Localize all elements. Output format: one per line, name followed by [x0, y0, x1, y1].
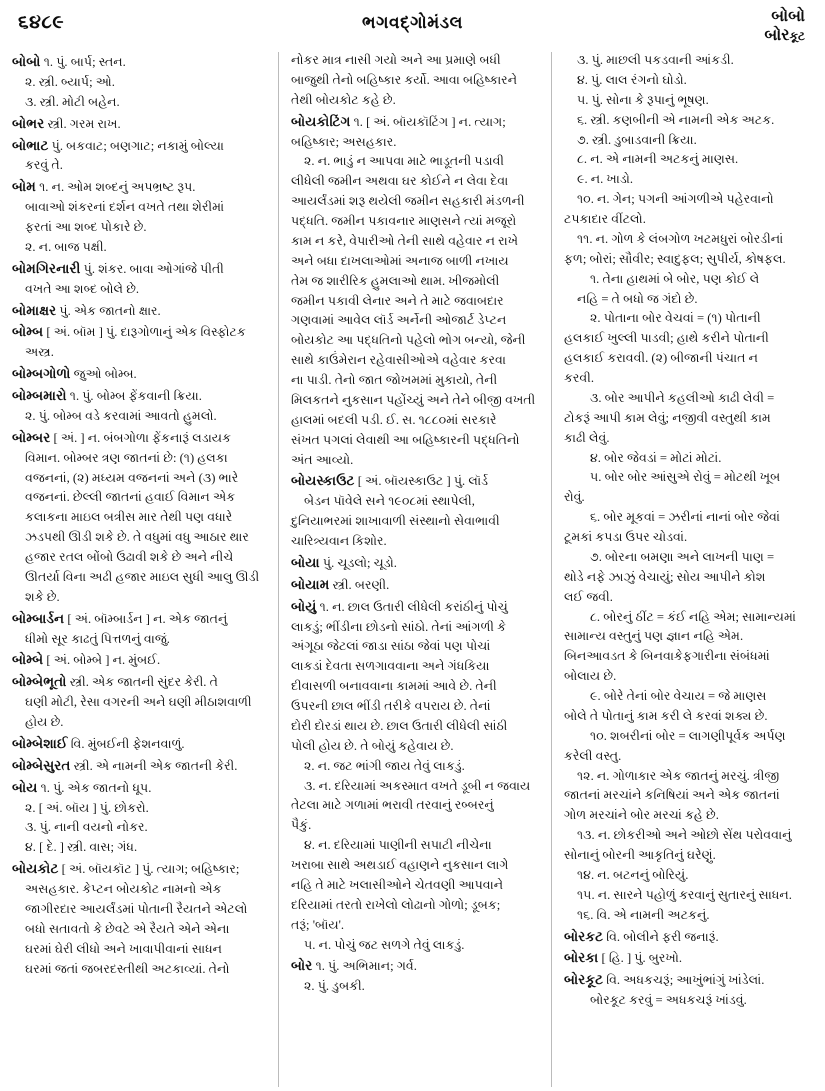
entry-headword: બોરકૂટ [564, 972, 604, 988]
entry-definition: [ અં. બૉમ ] પું. દારૂગોળાનું એક વિસ્ફોટક [43, 325, 246, 340]
entry-line: બેડન પૉવેલે સને ૧૯૦૮માં સ્થાપેલી, [304, 494, 475, 509]
entry-line: ૨. ન. જટ ભાંગી જાય તેવું લાકડું. [304, 758, 465, 773]
entry-definition: [ અં. ] ન. બંબગોળા ફેંકનારૂં લડાયક [50, 430, 231, 445]
entry-line: આયર્લંડમાં શરૂ થયેલી જમીન સહકારી મંડળની [291, 194, 525, 209]
running-head-last-word-main: બોર [764, 26, 790, 44]
entry-line: ૩. બોર આપીને કહલીઓ કાઢી લેવી = [590, 390, 775, 405]
entry-line: શકે છે. [25, 589, 60, 604]
entry-line: ઘરમાં ઘેરી લીધો અને ખાવાપીવાનાં સાધન [25, 941, 223, 956]
entry-line: તેથી બોયકોટ કહે છે. [291, 92, 396, 107]
entry-definition: વિ. મુંબઈની ફેશનવાળું. [67, 736, 185, 751]
entry-line: નહિ તે માટે ખલાસીઓને ચેતવણી આપવાને [291, 877, 504, 892]
entry-headword: બોય [12, 779, 38, 795]
entry-definition: વિ. અધકચરૂં; આખુંભાંગું ખાંડેલાં. [603, 973, 765, 988]
entry-headword: બોયકોટિંગ [291, 113, 351, 129]
entry-line: અસ્ત્ર. [25, 345, 54, 360]
entry-line: ૩. પું. નાની વયનો નોકર. [25, 820, 148, 835]
dictionary-entry [12, 859, 268, 879]
entry-line: દીવાસળી બનાવવાના કામમાં આવે છે. તેની [291, 679, 497, 694]
dictionary-entry [12, 650, 268, 670]
entry-definition: જુઓ બોમ્બ. [70, 367, 137, 382]
entry-line: જાગીરદાર આયર્લંડમાં પોતાની રૈયતને એટલો [25, 901, 248, 916]
dictionary-entry [291, 575, 541, 595]
entry-line: પૈકું. [291, 818, 312, 833]
entry-definition: સ્ત્રી. ગરમ રાખ. [44, 116, 121, 131]
entry-definition: ૧. ન. ઓમ શબ્દનું અપભ્રષ્ટ રૂપ. [35, 180, 196, 195]
dictionary-entry [564, 948, 815, 968]
entry-definition: [ અં. બૉયકૉટ ] પું. ત્યાગ; બહિષ્કાર; [58, 862, 240, 877]
entry-definition: પું. શંકર. બાવા ઓગાંજે પીતી [80, 261, 224, 276]
entry-line: પોલી હોય છે. તે બોયું કહેવાય છે. [291, 738, 454, 753]
entry-headword: બોયા [291, 554, 320, 570]
entry-line: થોડે નફે ઝાઝું વેચાયું; સોય આપીને કોશ [564, 569, 766, 584]
folio-number: ૬૪૮૯ [18, 12, 65, 33]
entry-line: હાલમાં બદલી પડી. ઈ. સ. ૧૮૮૦માં સરકારે [291, 412, 497, 427]
entry-headword: બોમ્બેસુરત [12, 757, 71, 773]
entry-line: ૫. પું. સોના કે રૂપાનું ભૂષણ. [577, 92, 709, 107]
entry-line: ૨. પું. ડુબકી. [304, 979, 365, 994]
entry-line: ૧૪. ન. બટનનું બોરિયું. [577, 867, 689, 882]
entry-line: ૨. પોતાના બોર વેચવાં = (૧) પોતાની [590, 311, 761, 326]
entry-line: ૨. ન. બાજ પક્ષી. [25, 239, 107, 254]
entry-headword: બોમ્બે [12, 652, 44, 668]
entry-headword: બોરકટ [564, 928, 604, 944]
entry-line: ૪. ન. દરિયામાં પાણીની સપાટી નીચેના [304, 838, 492, 853]
entry-line: ગોળ મરચાંને બોર મરચાં કહે છે. [564, 808, 719, 823]
entry-headword: બોરકા [564, 950, 599, 966]
entry-definition: [ અં. બૉમ્બાર્ડન ] ન. એક જાતનું [64, 611, 228, 626]
entry-line: ૫. ન. પોચું જટ સળગે તેવું લાકડું. [304, 937, 465, 952]
entry-line: કામ ન કરે, વેપારીઓ તેની સાથે વહેવાર ન રાખે [291, 233, 519, 248]
entry-line: બહિષ્કાર; અસહકાર. [291, 134, 397, 149]
entry-line: હજાર રતલ બોંબો ઉઢાવી શકે છે અને નીચે [25, 550, 234, 564]
entry-line: મિલકતને નુકસાન પહોંચ્યું અને તેને બીજી વખતી [291, 392, 536, 407]
entry-line: ધીમો સૂર કાઢતું પિત્તળનું વાજું. [25, 631, 170, 646]
entry-line: ૩. સ્ત્રી. મોટી બહેન. [25, 94, 120, 109]
entry-line: બાવાઓ શંકરનાં દર્શન વખતે તથા શેરીમાં [25, 200, 225, 215]
entry-line: તેટલા માટે ગળામાં ભરાવી તરવાનું રબ્બરનું [291, 798, 494, 813]
page-header [0, 0, 825, 52]
entry-line: ટપકાદાર વીંટલો. [564, 212, 646, 226]
column-right [552, 52, 825, 1087]
entry-headword: બોયસ્કાઉટ [291, 473, 355, 489]
running-head-last-word-suffix: કૂટ [789, 28, 805, 43]
entry-definition: ૧. પું. બોમ્બ ફેંકવાની ક્રિયા. [66, 389, 202, 403]
entry-line: અસહકાર. કેપ્ટન બોયકોટ નામનો એક [25, 882, 222, 896]
entry-line: બિનઆવડત કે બિનવાકેફગારીના સંબંધમાં [564, 649, 770, 664]
entry-headword: બોયામ [291, 576, 330, 592]
entry-line: વજનનાં, (૨) મધ્યમ વજનનાં અને (૩) ભારે [25, 470, 239, 485]
entry-line: લીધેલી જમીન અથવા ઘર કોઈને ન લેવા દેવા [291, 174, 509, 189]
entry-line: કરેલી વસ્તુ. [564, 748, 622, 763]
dictionary-entry [12, 386, 268, 406]
entry-line: ૮. ન. એ નામની અટકનું માણસ. [577, 152, 739, 167]
entry-line: વખતે આ શબ્દ બોલે છે. [25, 281, 140, 296]
entry-line: ઉપરની છાલ ભીંડી તરીકે વપરાય છે. તેનાં [291, 699, 491, 713]
entry-line: દુનિયાભરમાં શાખાવાળી સંસ્થાનો સેવાભાવી [291, 514, 500, 529]
entry-definition: સ્ત્રી. એ નામની એક જાતની કેરી. [70, 758, 238, 773]
entry-line: બોયકોટ આ પદ્ધતિનો પહેલો ભોગ બન્યો, જેની [291, 333, 526, 348]
entry-line: ૧૬. વિ. એ નામની અટકનું. [577, 907, 710, 922]
entry-line: વજનનાં. છેલ્લી જાતનાં હવાઈ વિમાન એક [25, 490, 236, 505]
entry-line: ૨. ન. ભાડું ન આપવા માટે ભાડૂતની પડાવી [304, 154, 505, 169]
entry-definition: સ્ત્રી. બરણી. [329, 577, 390, 592]
entry-line: ૨. સ્ત્રી. બ્યાર્પ; ઓ. [25, 74, 115, 89]
entry-line: તરૂં; 'બૉય'. [291, 917, 345, 932]
dictionary-entry [12, 734, 268, 754]
entry-line: ૨. પું. બોમ્બ વડે કરવામાં આવતો હુમલો. [25, 408, 217, 423]
entry-line: ૧. તેના હાથમાં બે બોર, પણ કોઈ લે [590, 271, 760, 286]
entry-line: ૭. સ્ત્રી. ડુબાડવાની ક્રિયા. [577, 132, 697, 147]
dictionary-entry [12, 177, 268, 197]
entry-headword: બોમ્બગોળો [12, 366, 71, 382]
entry-line: ૭. બોરના બમણા અને લાખની પાણ = [590, 549, 775, 564]
entry-line: ૯. ન. ખાડો. [577, 172, 634, 187]
entry-line: ૬. બોર મૂકવાં = ઝરીનાં નાનાં બોર જેવાં [590, 510, 780, 525]
entry-headword: બોબો [12, 54, 41, 69]
entry-line: ના પાડી. તેનો જાત જોખમમાં મુકાયો, તેની [291, 373, 498, 387]
dictionary-entry [12, 364, 268, 384]
dictionary-entry [12, 322, 268, 342]
entry-line: લાકડાં દેવતા સળગાવવાના અને ગંધકિયા [291, 659, 490, 674]
entry-line: બોલે તે પોતાનું કામ કરી લે કરવાં શક્ય છે. [564, 708, 768, 723]
dictionary-entry [564, 927, 815, 947]
entry-headword: બોમાક્ષર [12, 302, 57, 318]
entry-line: ફળ; બોરાં; સૌવીર; સ્વાદુફલ; સુપીર્ય, કોષફલ. [564, 251, 786, 266]
entry-definition: [ અં. બોમ્બે ] ન. મુંબઈ. [43, 653, 161, 668]
entry-headword: બોર [291, 958, 313, 974]
entry-definition: સ્ત્રી. એક જાતની સુંદર કેરી. તે [66, 675, 218, 690]
dictionary-entry [12, 756, 268, 776]
entry-headword: બોમ્બ [12, 324, 44, 340]
entry-line: કાઢી લેવું. [564, 430, 610, 445]
entry-line: કરવી. [564, 371, 594, 385]
entry-line: દરિયામાં તરતો રાખેલો લોઢાનો ગોળો; ડૂબક; [291, 897, 501, 912]
entry-definition: [ હિ. ] પું. બુરખો. [598, 951, 683, 966]
dictionary-entry [12, 609, 268, 629]
entry-headword: બોમ્બાર્ડન [12, 610, 65, 626]
entry-line: ૬. સ્ત્રી. કણબીની એ નામની એક અટક. [577, 112, 775, 127]
entry-line: દોરી દોરડાં થાય છે. છાલ ઉતારી લીધેલી સાંઠી [291, 718, 508, 733]
entry-line: તેમ જ શારીરિક હુમલાઓ થામ. ખીજમોલી [291, 273, 500, 288]
entry-definition: ૧. પું. બાર્પ; સ્તન. [40, 55, 126, 69]
entry-line: ઝડપથી ઊડી શકે છે. તે વધુમાં વધુ આઠાર થાર [25, 530, 249, 545]
dictionary-entry [12, 114, 268, 134]
entry-definition: ૧. ન. છાલ ઉતારી લીધેલી કરાંઠીનું પોચું [316, 599, 508, 614]
entry-line: સોનાનું બોરની આકૃતિનું ઘરેણું. [564, 848, 716, 862]
entry-line: ૩. ન. દરિયામાં અકસ્માત વખતે ડૂબી ન જવાય [304, 778, 531, 793]
dictionary-entry [12, 136, 268, 156]
entry-definition: ૧. પું. એક જાતનો ધૂપ. [37, 780, 152, 795]
running-head-last-word [764, 27, 805, 46]
dictionary-entry [291, 597, 541, 617]
entry-definition: [ અં. બૉયસ્કાઉટ ] પું. લૉર્ડ [354, 474, 489, 489]
entry-line: ૯. બોરે તેનાં બોર વેચાય = જે માણસ [590, 689, 767, 703]
entry-headword: બોભર [12, 115, 45, 131]
entry-line: હલકાઈ કરાવવી. (૨) બીજાની પંચાત ન [564, 351, 758, 366]
running-head [764, 8, 805, 46]
entry-line: બોરકૂટ કરવું = અધકચરૂં ખાંડવું. [590, 993, 747, 1008]
entry-definition: ૧. પું. અભિમાન; ગર્વ. [312, 959, 417, 974]
entry-definition: વિ. બોલીને ફરી જનારૂં. [603, 929, 719, 944]
dictionary-entry [12, 301, 268, 321]
entry-line: બોલાય છે. [564, 669, 617, 684]
entry-headword: બોમ્બર [12, 429, 51, 445]
entry-line: ટોકરૂં આપી કામ લેવું; નજીવી વસ્તુથી કામ [564, 410, 771, 425]
entry-line: અંત આવ્યો. [291, 452, 354, 467]
dictionary-entry [564, 970, 815, 990]
dictionary-entry [291, 471, 541, 491]
column-middle [278, 52, 552, 1087]
dictionary-entry [12, 259, 268, 279]
entry-headword: બોભાટ [12, 137, 49, 153]
entry-line: વિમાન. બોમ્બર ત્રણ જાતનાં છે: (૧) હલકા [25, 450, 228, 465]
entry-headword: બોમ્બમારો [12, 388, 67, 403]
entry-line: બધો સતાવતો કે છેવટે એ રૈયતે એને એના [25, 921, 230, 936]
entry-line: અંગૂઠા જેટલાં જાડા સાંઠા જેવાં પણ પોચાં [291, 639, 491, 654]
column-left [0, 52, 278, 1087]
entry-line: અને બધા દાખલાઓમાં અનાજ બાળી નખાય [291, 253, 509, 268]
entry-line: રોવું. [564, 490, 585, 505]
entry-line: બાજુથી તેનો બહિષ્કાર કર્યો. આવા બહિષ્કારને [291, 72, 518, 87]
entry-line: ઘણી મોટી, રેસા વગરની અને ઘણી મીઠાશવાળી [25, 695, 252, 710]
entry-headword: બોમ્બેભૂતો [12, 674, 67, 690]
entry-definition: ૧. [ અં. બૉયકૉટિંગ ] ન. ત્યાગ; [350, 114, 506, 129]
entry-definition: પું. બકવાટ; બણગાટ; નકામું બોલ્યા [48, 138, 224, 153]
column-container [0, 52, 825, 1087]
dictionary-entry [12, 428, 268, 448]
entry-line: ઘરમાં જતાં જબરદસ્તીથી અટકાવ્યાં. તેનો [25, 961, 230, 976]
entry-line: ટૂમકાં કપડા ઉપર ચોડવાં. [564, 530, 688, 544]
entry-line: ગણવામાં આવેલ લૉર્ડ અર્નેની ઓજાર્ટ ડેપ્ટન [291, 313, 507, 328]
entry-line: હોય છે. [25, 715, 64, 729]
entry-line: ઊતર્યા વિના અઢી હજાર માઇલ સુધી આલુ ઊડી [25, 569, 260, 584]
dictionary-entry [12, 778, 268, 798]
entry-headword: બોમગિરનારી [12, 260, 81, 276]
dictionary-entry [291, 553, 541, 573]
entry-line: ફરતાં આ શબ્દ પોકારે છે. [25, 220, 147, 234]
entry-line: ૪. [ દે. ] સ્ત્રી. વાસ; ગંધ. [25, 840, 138, 855]
entry-line: ૧૩. ન. છોકરીઓ અને ઓછો સેંથ પરોવવાનું [577, 828, 792, 843]
entry-line: ૪. બોર જેવડાં = મોટાં મોટાં. [590, 450, 722, 465]
entry-headword: બોમ્બેશાઈ [12, 735, 68, 751]
entry-headword: બોયું [291, 598, 317, 614]
entry-line: સાથે કાઉંમેરાન રહેવાસીઓએ વહેવાર કરવા [291, 353, 506, 368]
dictionary-entry [12, 52, 268, 72]
dictionary-entry [291, 956, 541, 976]
entry-line: ચારિત્ર્યવાન કિશોર. [291, 534, 387, 548]
entry-definition: પું. ચૂડલો; ચૂડો. [319, 555, 397, 570]
entry-line: ૧૫. ન. સારને પહોળું કરવાનું સુતારનું સાધન. [577, 887, 792, 902]
entry-line: ૧૧. ન. ગોળ કે લંબગોળ ખટમધુરાં બોરડીનાં [577, 231, 784, 246]
entry-line: ૧૦. ન. ગેન; પગની આંગળીએ પહેરવાનો [577, 192, 774, 207]
entry-line: પદ્ધતિ. જમીન પકાવનાર માણસને ત્યાં મજૂરો [291, 214, 517, 228]
entry-line: નોકર માત્ર નાસી ગયો અને આ પ્રમાણે બધી [291, 53, 501, 67]
entry-line: જમીન પકાવી લેનાર અને તે માટે જવાબદાર [291, 293, 504, 308]
entry-line: જાતનાં મરચાંને કનિષિયાં અને એક જાતનાં [564, 788, 780, 803]
entry-line: લાકડું; ભીંડીના છોડનો સાંઠો. તેનાં આંગળી કે [291, 619, 507, 634]
entry-headword: બોમ [12, 179, 36, 195]
entry-line: સામાન્ય વસ્તુનું પણ જ્ઞાન નહિ એમ. [564, 629, 744, 644]
book-title: ભગવદ્‌ગોમંડલ [362, 13, 463, 32]
running-head-first-word: બોબો [771, 8, 805, 25]
entry-line: ૨. [ અં. બૉય ] પું. છોકરો. [25, 800, 149, 815]
entry-line: ૪. પું. લાલ રંગનો ઘોડો. [577, 72, 687, 87]
entry-line: ૧૨. ન. ગોળાકાર એક જાતનું મરચું. ત્રીજી [577, 768, 780, 783]
entry-line: ૮. બોરનું ઠીંટ = કંઈ નહિ એમ; સામાન્યમાં [590, 609, 796, 624]
entry-line: કલાકના માઇલ બત્રીસ માર તેથી પણ વધારે [25, 510, 233, 525]
entry-line: હલકાઈ ખુલ્લી પાડવી; હાથે કરીને પોતાની [564, 331, 769, 346]
entry-headword: બોયકોટ [12, 861, 59, 877]
entry-line: ૩. પું. માછલી પકડવાની આંકડી. [577, 53, 734, 67]
entry-line: ખરાબા સાથે અથડાઈ વહાણને નુકસાન લાગે [291, 858, 509, 872]
entry-line: ૫. બોર બોર આંસુએ રોવું = મોટથી ખૂબ [590, 470, 781, 485]
entry-line: ૧૦. શબરીનાં બોર = લાગણીપૂર્વક અર્પણ [590, 728, 786, 743]
entry-line: લઈ જવી. [564, 589, 613, 604]
entry-line: નહિ = તે બધો જ ગંદો છે. [577, 291, 698, 306]
entry-line: કરવું તે. [25, 158, 63, 173]
dictionary-entry [12, 672, 268, 692]
dictionary-entry [291, 112, 541, 132]
entry-definition: પું. એક જાતનો ક્ષાર. [56, 303, 161, 318]
entry-line: સંખત પગલાં લેવાથી આ બહિષ્કારની પદ્ધતિનો [291, 432, 520, 447]
